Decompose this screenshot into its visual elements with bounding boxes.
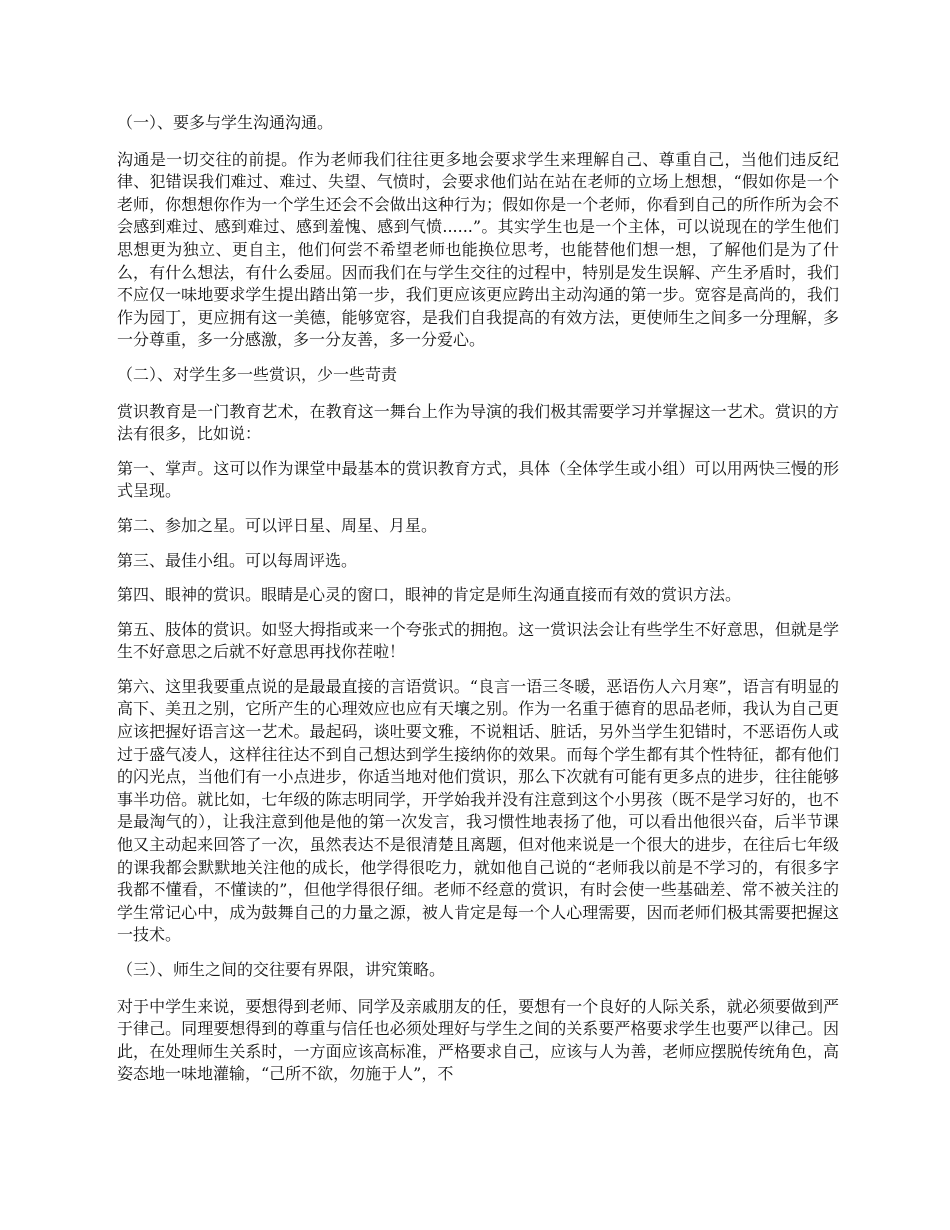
paragraph-item-2: 第二、参加之星。可以评日星、周星、月星。 (117, 515, 438, 535)
paragraph-boundaries: 对于中学生来说，要想得到老师、同学及亲戚朋友的任，要想有一个良好的人际关系，就必须要做到严于律己。同理要想得到的尊重与信任也必须处理好与学生之间的关系要严格要求学生也要严以律己。因此，在处理师生关系时，一方面应该高标准，严格要求自己，应该与人为善，老师应摆脱传统角色，高姿态地一味地灌输，“己所不欲，勿施于人”，不 (117, 996, 839, 1084)
section-heading-1: （一）、要多与学生沟通沟通。 (117, 113, 334, 132)
paragraph-item-6: 第六、这里我要重点说的是最最直接的言语赏识。“良言一语三冬暖，恶语伤人六月寒”，语言有明显的高下、美丑之别，它所产生的心理效应也应有天壤之别。作为一名重于德育的思品老师，我认为自己更应该把握好语言这一艺术。最起码，谈吐要文雅，不说粗话、脏话，另外当学生犯错时，不恶语伤人或过于盛气凌人，这样往往达不到自己想达到学生接纳你的效果。而每个学生都有其个性特征，都有他们的闪光点，当他们有一小点进步，你适当地对他们赏识，那么下次就有可能有更多点的进步，往往能够事半功倍。就比如，七年级的陈志明同学，开学始我并没有注意到这个小男孩（既不是学习好的，也不是最淘气的），让我注意到他是他的第一次发言，我习惯性地表扬了他，可以看出他很兴奋，后半节课他又主动起来回答了一次，虽然表达不是很清楚且离题，但对他来说是一个很大的进步，在往后七年级的课我都会默默地关注他的成长，他学得很吃力，就如他自己说的“老师我以前是不学习的，有很多字我都不懂看，不懂读的”，但他学得很仔细。老师不经意的赏识，有时会使一些基础差、常不被关注的学生常记心中，成为鼓舞自己的力量之源，被人肯定是每一个人心理需要，因而老师们极其需要把握这一技术。 (117, 676, 839, 945)
paragraph-appreciation-intro: 赏识教育是一门教育艺术，在教育这一舞台上作为导演的我们极其需要学习并掌握这一艺术。赏识的方法有很多，比如说： (117, 401, 839, 444)
paragraph-item-1: 第一、掌声。这可以作为课堂中最基本的赏识教育方式，具体（全体学生或小组）可以用两快三慢的形式呈现。 (117, 458, 839, 501)
paragraph-item-3: 第三、最佳小组。可以每周评选。 (117, 550, 358, 570)
paragraph-item-4: 第四、眼神的赏识。眼睛是心灵的窗口，眼神的肯定是师生沟通直接而有效的赏识方法。 (117, 585, 742, 605)
document-page (117, 112, 839, 1098)
paragraph-item-5: 第五、肢体的赏识。如竖大拇指或来一个夸张式的拥抱。这一赏识法会让有些学生不好意思，但就是学生不好意思之后就不好意思再找你茬啦！ (117, 619, 839, 662)
section-heading-3: （三）、师生之间的交往要有界限，讲究策略。 (117, 960, 446, 979)
section-heading-2: （二）、对学生多一些赏识，少一些苛责 (117, 364, 398, 384)
paragraph-communication: 沟通是一切交往的前提。作为老师我们往往更多地会要求学生来理解自己、尊重自己，当他们违反纪律、犯错误我们难过、难过、失望、气愤时，会要求他们站在站在老师的立场上想想，“假如你是一个老师，你想想你作为一个学生还会不会做出这种行为；假如你是一个老师，你看到自己的所作所为会不会感到难过、感到难过、感到羞愧、感到气愤......”。其实学生也是一个主体，可以说现在的学生他们思想更为独立、更自主，他们何尝不希望老师也能换位思考，也能替他们想一想，了解他们是为了什么，有什么想法，有什么委屈。因而我们在与学生交往的过程中，特别是发生误解、产生矛盾时，我们不应仅一味地要求学生提出踏出第一步，我们更应该更应跨出主动沟通的第一步。宽容是高尚的，我们作为园丁，更应拥有这一美德，能够宽容，是我们自我提高的有效方法，更使师生之间多一分理解，多一分尊重，多一分感激，多一分友善，多一分爱心。 (117, 149, 839, 350)
